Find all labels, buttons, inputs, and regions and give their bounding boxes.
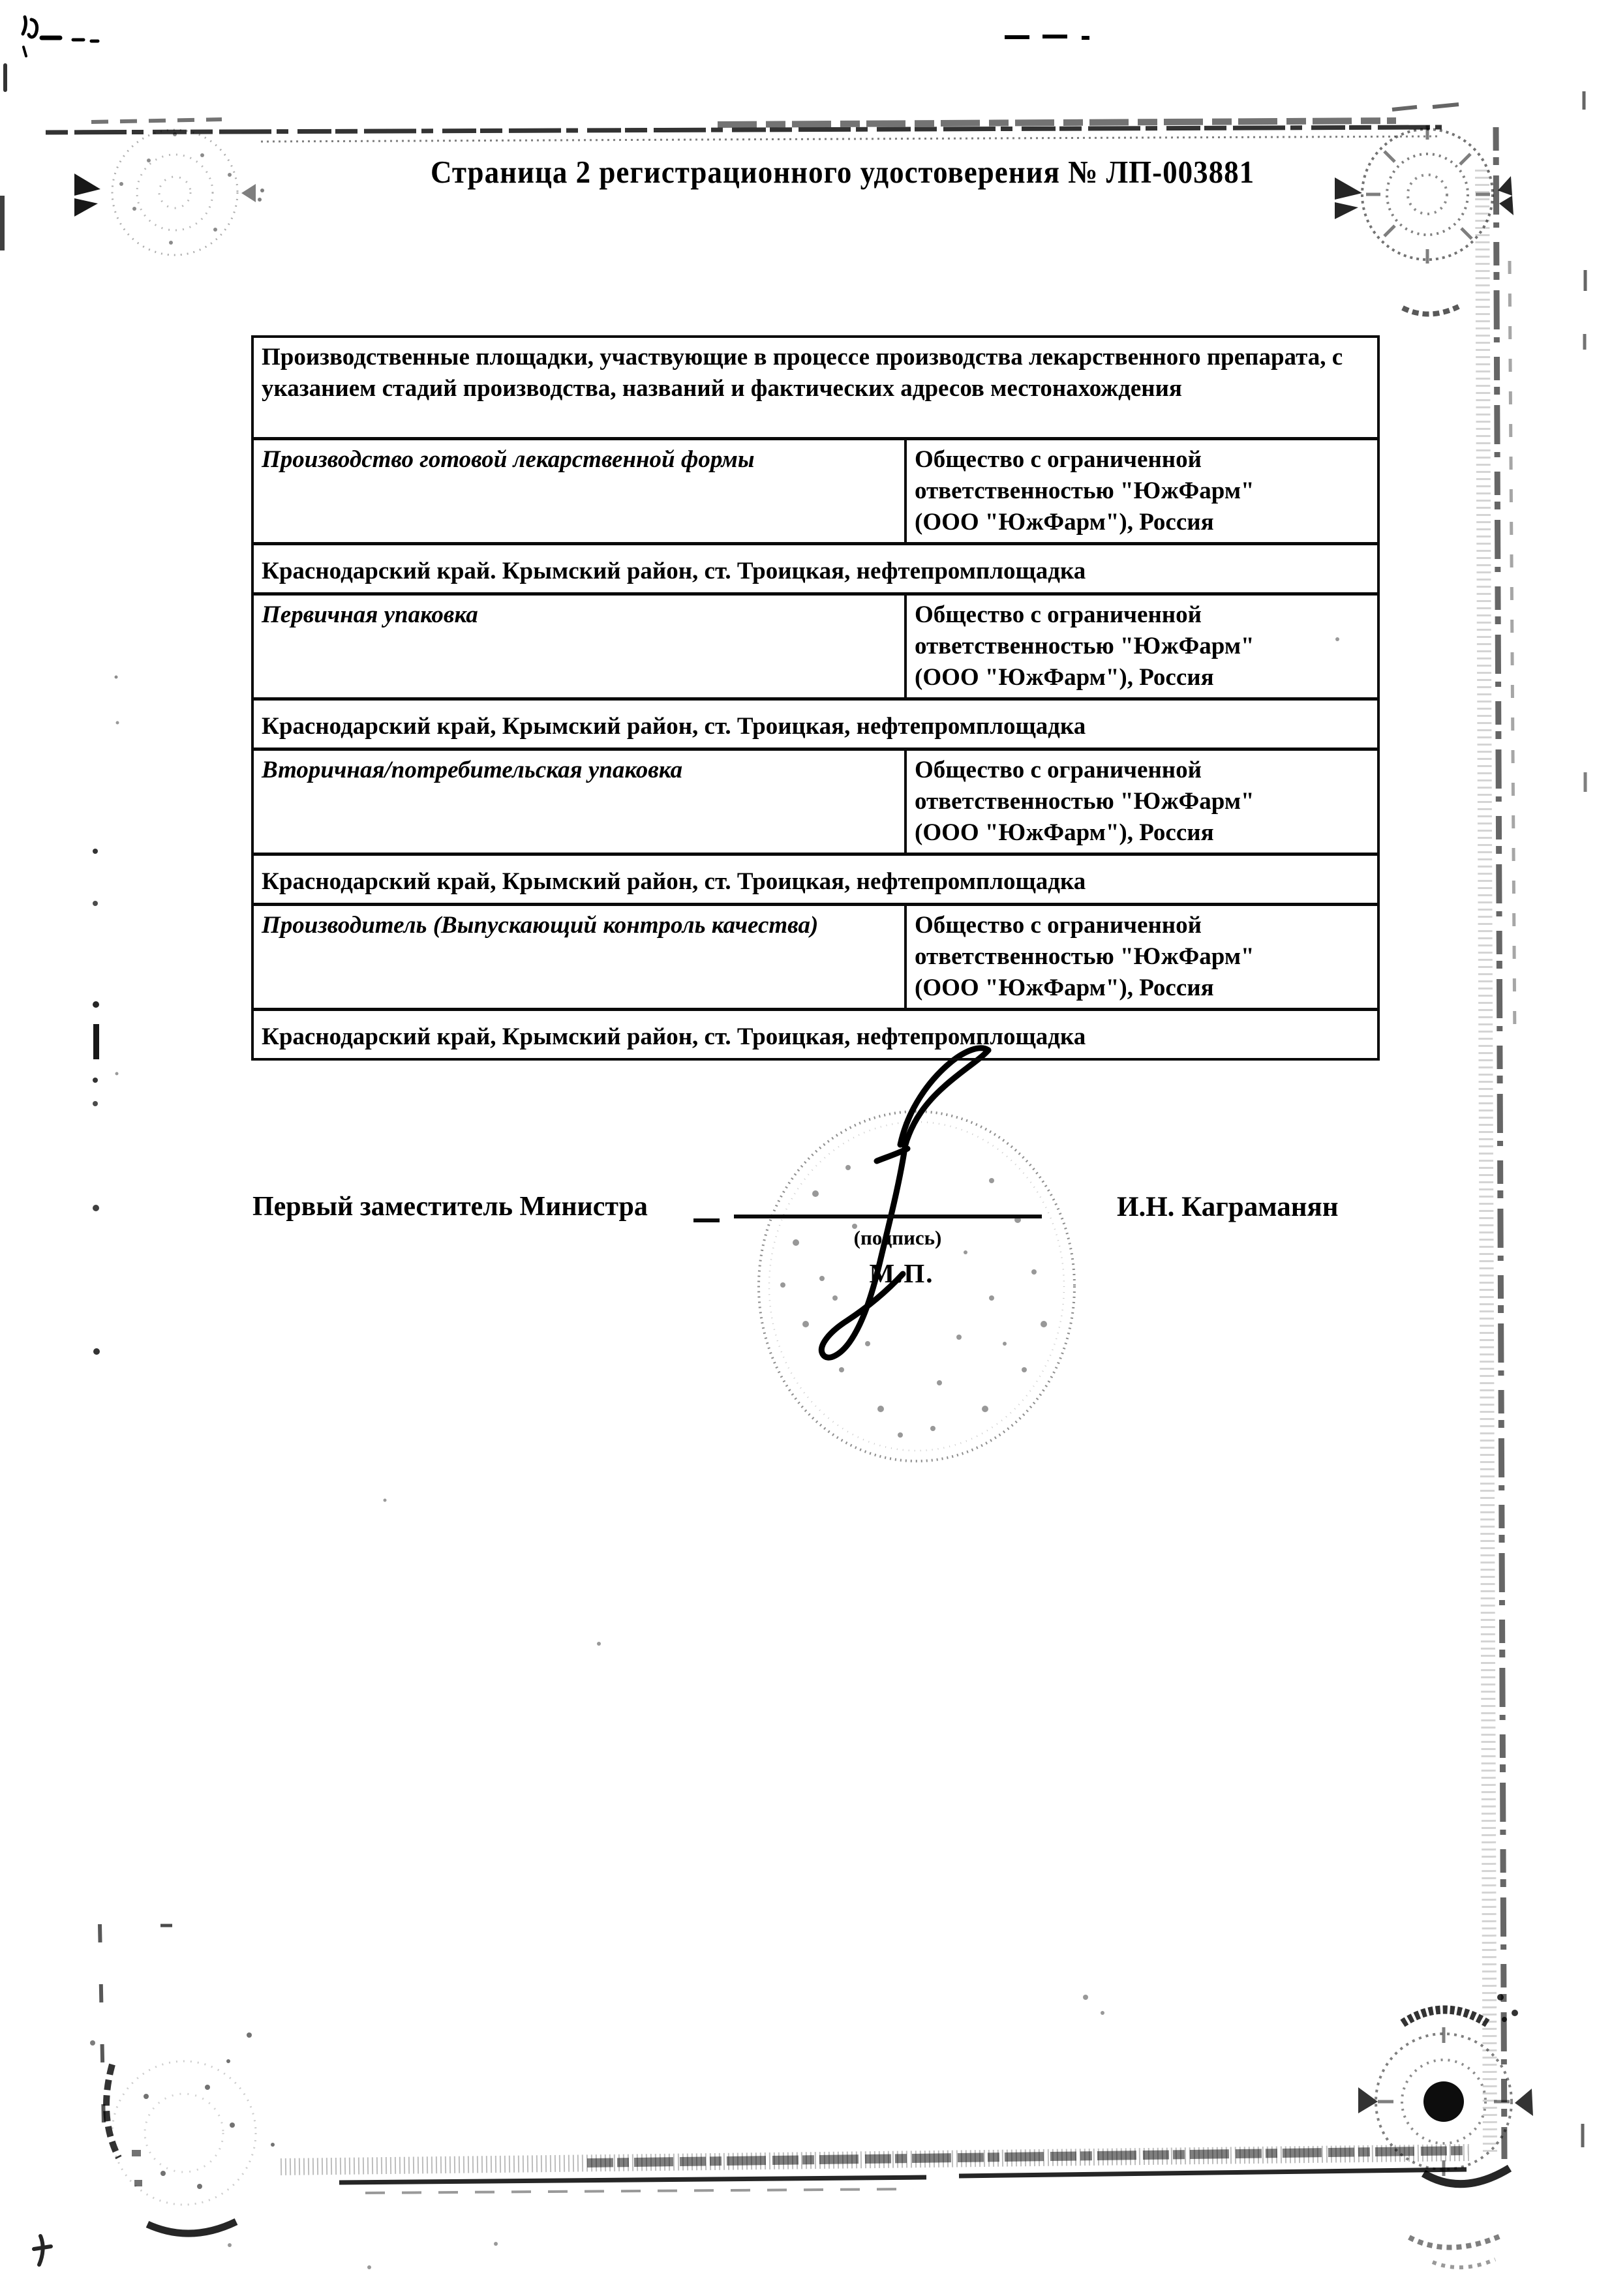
top-left-squiggle-mark: [0, 17, 98, 250]
table-row: [254, 437, 1377, 542]
signature-caption: (подпись): [853, 1226, 942, 1249]
table-row: [254, 542, 1377, 592]
left-edge-dashed-line: [100, 1924, 104, 2159]
organization-cell: [907, 751, 1377, 853]
top-edge-noise-band: [46, 119, 1442, 142]
signature-line: [734, 1215, 1042, 1218]
table-row: [254, 592, 1377, 697]
table-caption-row: [254, 338, 1377, 437]
stage-cell: Производство готовой лекарственной формы: [254, 440, 907, 542]
table-row: [254, 1008, 1377, 1058]
table-row: [254, 853, 1377, 903]
page-title: Страница 2 регистрационного удостоверения № ЛП-003881: [431, 155, 1255, 190]
signature-line-tick: [693, 1218, 720, 1222]
organization-cell: [907, 440, 1377, 542]
signatory-position-label: Первый заместитель Министра: [252, 1192, 648, 1222]
table-row: [254, 697, 1377, 748]
production-sites-table: [251, 335, 1380, 1061]
seal-placeholder-label: М.П.: [869, 1258, 934, 1288]
organization-text: Общество с ограниченной ответственностью "ЮжФарм" (ООО "ЮжФарм"), Россия: [915, 446, 1255, 536]
bottom-left-corner-squiggle: [34, 2040, 95, 2265]
address-cell: Краснодарский край. Крымский район, ст. Троицкая, нефтепромплощадка: [262, 558, 1086, 584]
organization-cell: [907, 596, 1377, 697]
bottom-edge-noise-band: [281, 2151, 1471, 2193]
address-cell: Краснодарский край, Крымский район, ст. Троицкая, нефтепромплощадка: [262, 713, 1086, 740]
table-caption: Производственные площадки, участвующие в процессе производства лекарственного препарата, с указанием стадий производства, названий и фактических адресов местонахождения: [262, 344, 1343, 402]
top-middle-dashes: [1005, 37, 1089, 38]
organization-text: Общество с ограниченной ответственностью "ЮжФарм" (ООО "ЮжФарм"), Россия: [915, 912, 1255, 1001]
right-edge-noise-band: [1482, 91, 1585, 2159]
table-row: [254, 748, 1377, 853]
stage-cell: Вторичная/потребительская упаковка: [254, 751, 907, 853]
table-row: [254, 903, 1377, 1008]
stage-cell: Производитель (Выпускающий контроль качества): [254, 906, 907, 1008]
handwritten-signature: [821, 1048, 988, 1358]
guilloche-rosette-bottom-right-icon: [1358, 1994, 1533, 2267]
stage-cell: Первичная упаковка: [254, 596, 907, 697]
guilloche-rosette-top-right-icon: [1335, 104, 1513, 314]
address-cell: Краснодарский край, Крымский район, ст. Троицкая, нефтепромплощадка: [262, 868, 1086, 895]
organization-text: Общество с ограниченной ответственностью "ЮжФарм" (ООО "ЮжФарм"), Россия: [915, 757, 1255, 846]
organization-cell: [907, 906, 1377, 1008]
guilloche-rosette-top-left-icon: [74, 130, 264, 255]
signatory-name: И.Н. Каграманян: [1117, 1192, 1339, 1222]
organization-text: Общество с ограниченной ответственностью "ЮжФарм" (ООО "ЮжФарм"), Россия: [915, 601, 1255, 691]
guilloche-rosette-bottom-left-icon: [106, 2032, 275, 2233]
left-edge-dotted-marks: [93, 676, 172, 1926]
address-cell: Краснодарский край, Крымский район, ст. Троицкая, нефтепромплощадка: [262, 1023, 1086, 1050]
